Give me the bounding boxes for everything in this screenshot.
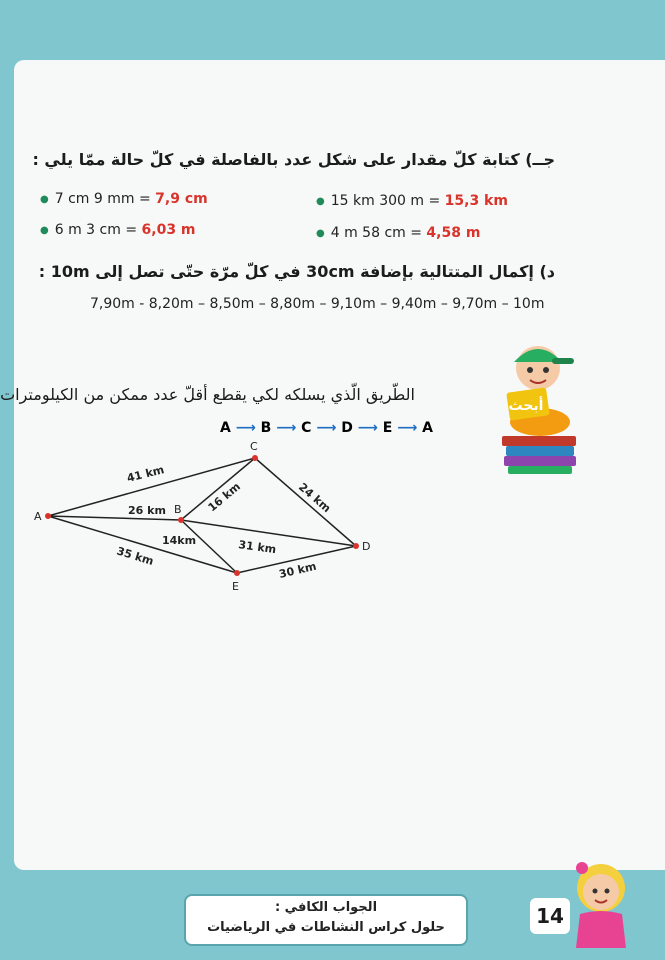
route-node: A [422,420,433,436]
item-answer: 4,58 m [426,225,481,241]
girl-mascot-illustration [568,858,634,950]
edge-label: 14km [162,534,197,547]
conversion-item [40,191,208,207]
node-c-label: C [250,440,258,453]
sequence-answer: 7,90m - 8,20m – 8,50m – 8,80m – 9,10m – 9,40m – 9,70m – 10m [90,296,545,312]
route-node: C [301,420,312,436]
node-b-dot [178,517,184,523]
edge-label: 24 km [296,480,334,516]
footer-line-2: حلول كراس النشاطات في الرياضيات [207,920,445,935]
item-question: 4 m 58 cm = [330,225,427,241]
route-answer [220,420,433,436]
item-answer: 7,9 cm [155,191,208,207]
research-badge: أبحث [508,398,544,414]
edge-label: 26 km [128,504,166,517]
edge-label: 16 km [205,479,243,515]
bullet-icon: ● [40,224,49,236]
route-node: E [382,420,393,436]
item-answer: 15,3 km [444,193,508,209]
conversion-item [316,225,480,241]
edge-label: 35 km [115,544,156,568]
footer-title-box [184,894,468,946]
node-e-label: E [232,580,239,593]
item-answer: 6,03 m [141,222,196,238]
route-node: A [220,420,231,436]
arrow-right-icon: ⟶ [357,420,378,436]
edge-label: 41 km [125,463,166,485]
item-question: 7 cm 9 mm = [54,191,156,207]
node-a-dot [45,513,51,519]
distance-network-diagram [0,440,420,600]
arrow-right-icon: ⟶ [276,420,297,436]
page-number: 14 [530,898,570,934]
node-d-dot [353,543,359,549]
node-e-dot [234,570,240,576]
node-d-label: D [362,540,371,553]
bullet-icon: ● [40,193,49,205]
section-d-heading: د) إكمال المتتالية بإضافة 30cm في كلّ مرّة حتّى تصل إلى 10m : [38,262,555,281]
item-question: 6 m 3 cm = [54,222,142,238]
node-a-label: A [34,510,42,523]
node-b-label: B [174,503,182,516]
footer-line-1: الجواب الكافي : [274,900,378,915]
edge-label: 30 km [277,559,318,581]
conversion-item [40,222,196,238]
route-title: الطّريق الّذي يسلكه لكي يقطع أقلّ عدد ممكن من الكيلومترات [0,385,415,404]
edge-label: 31 km [237,538,277,557]
bullet-icon: ● [316,227,325,239]
conversion-item [316,193,508,209]
item-question: 15 km 300 m = [330,193,445,209]
arrow-right-icon: ⟶ [397,420,418,436]
arrow-right-icon: ⟶ [235,420,256,436]
node-c-dot [252,455,258,461]
route-node: D [341,420,353,436]
bullet-icon: ● [316,195,325,207]
reading-kid-illustration [500,340,580,475]
route-node: B [260,420,272,436]
section-j-heading: جــ) كتابة كلّ مقدار على شكل عدد بالفاصلة في كلّ حالة ممّا يلي : [32,150,555,169]
arrow-right-icon: ⟶ [316,420,337,436]
